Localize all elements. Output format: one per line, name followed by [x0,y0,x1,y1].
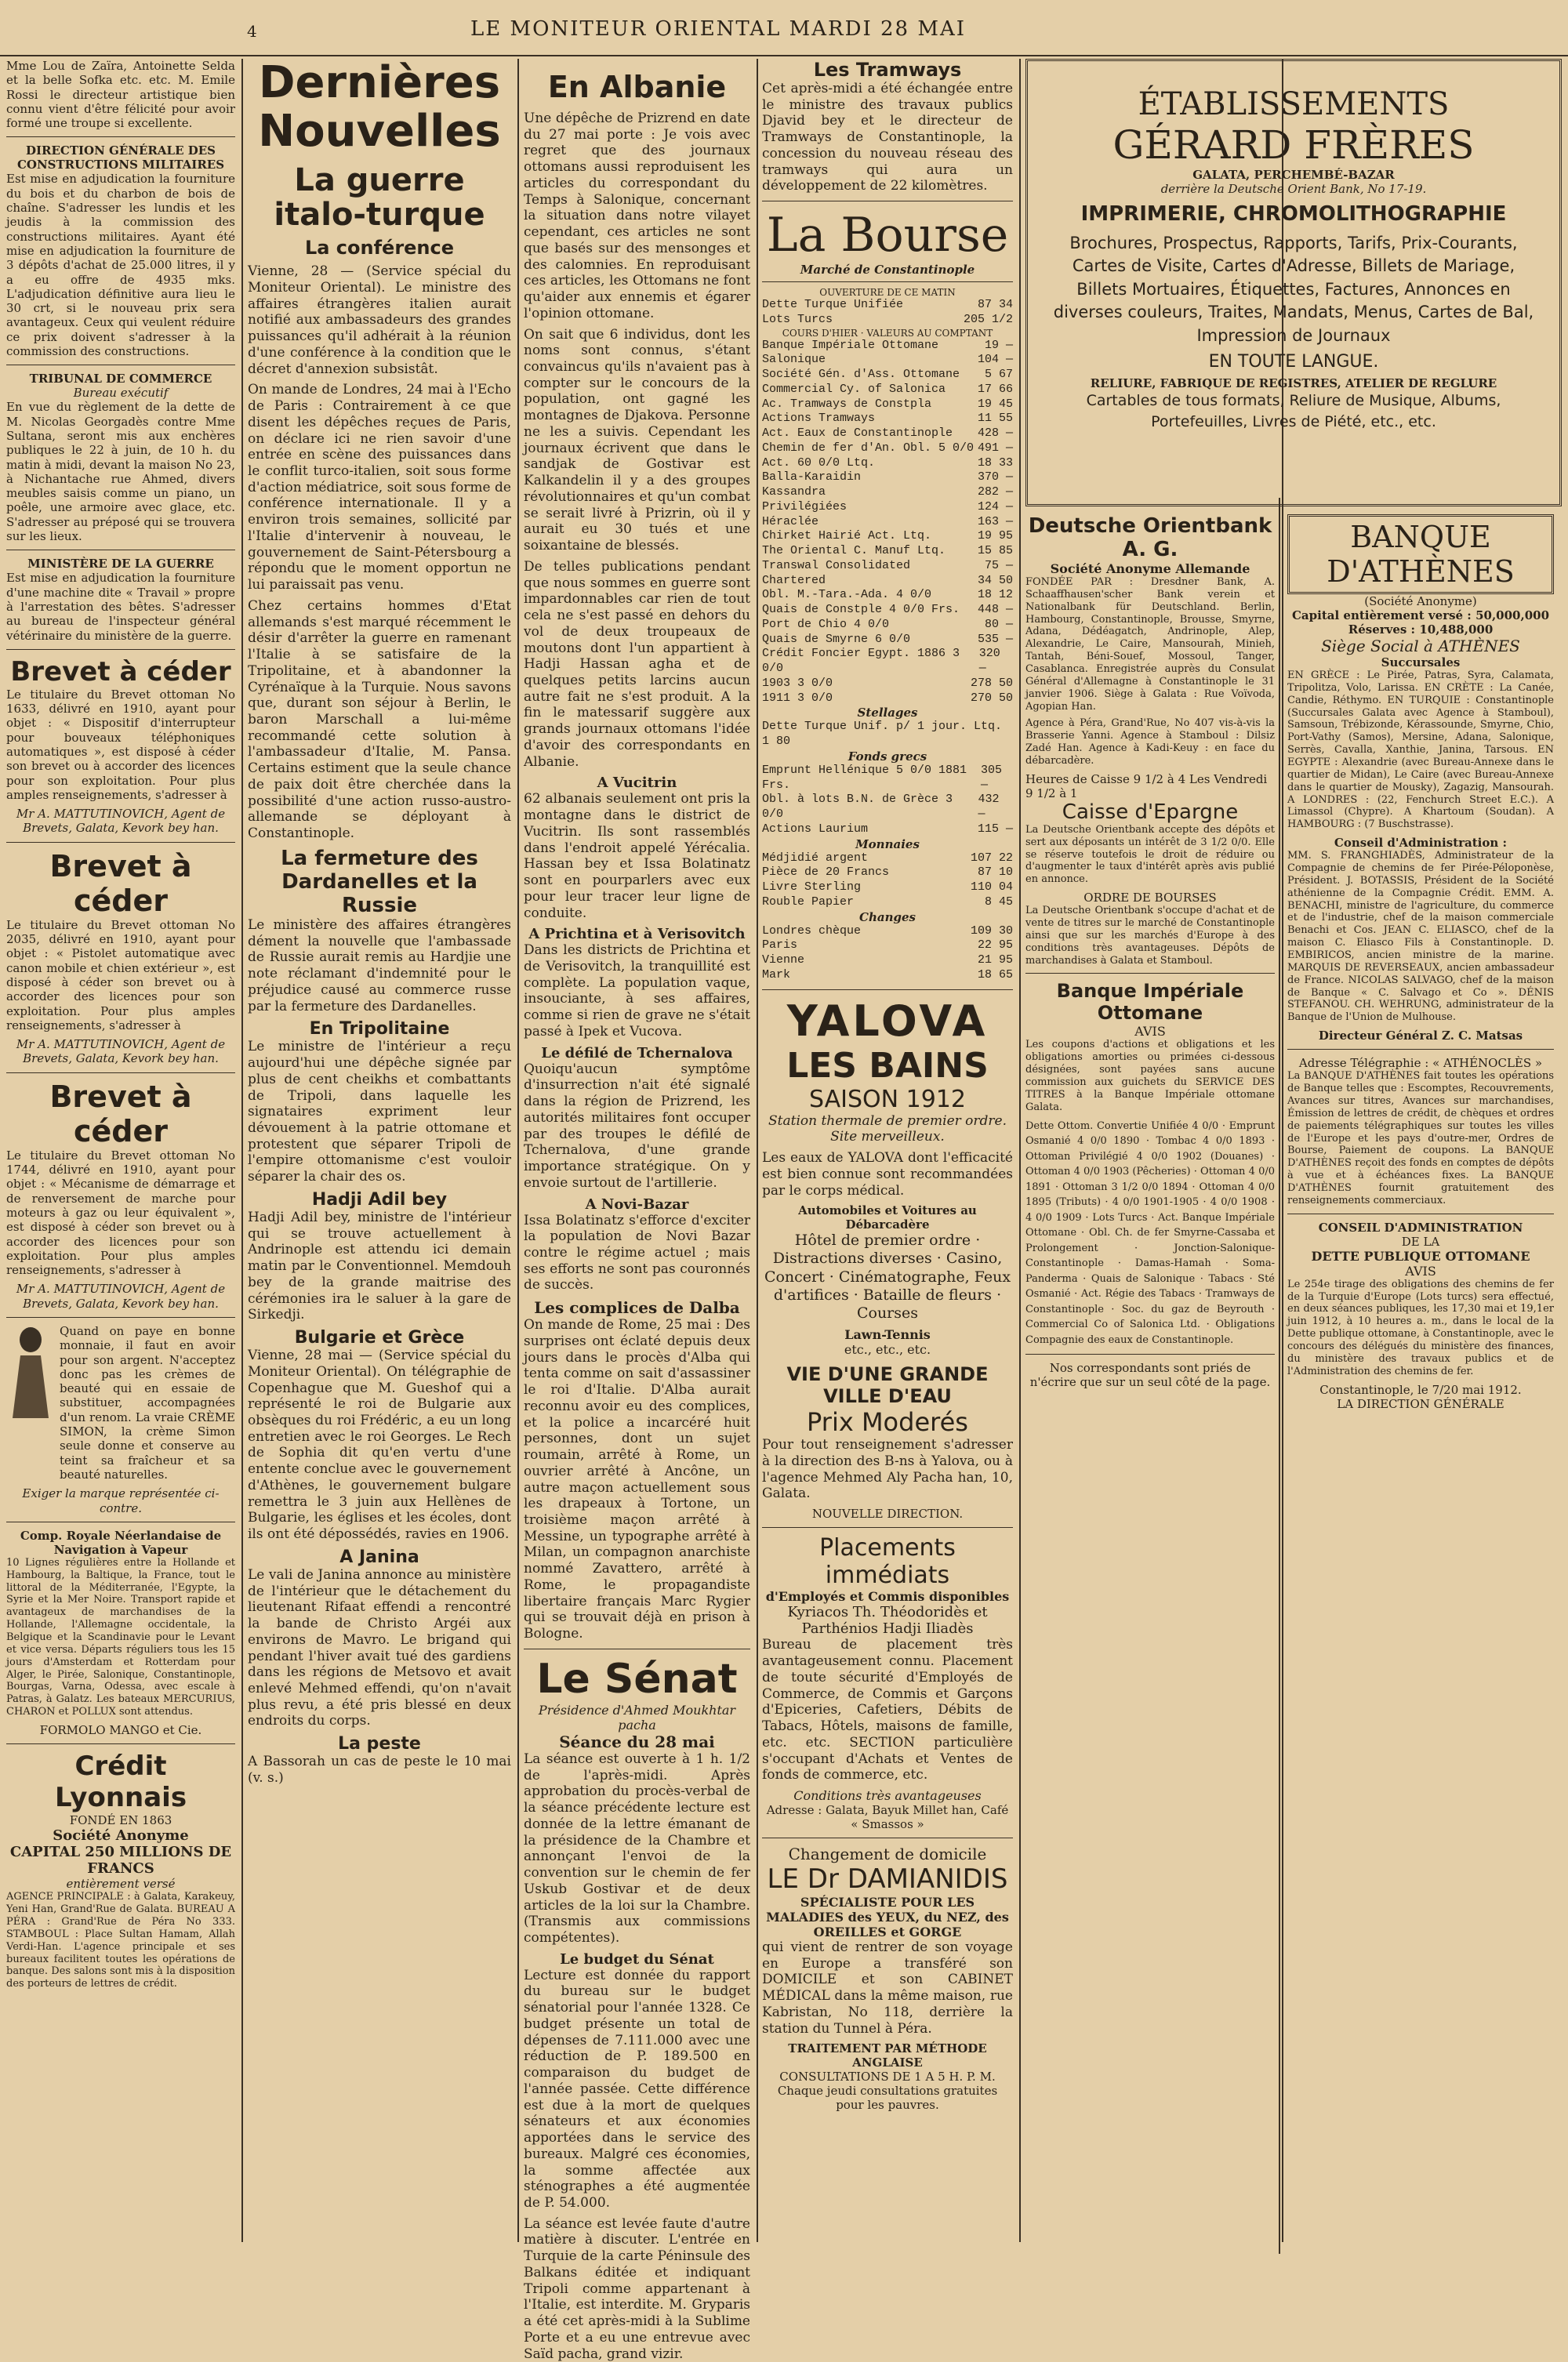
row-value: 22 95 [977,938,1013,952]
athenes-text: EN GRÈCE : Le Pirée, Patras, Syra, Calamata, Tripolitza, Volo, Larissa. EN CRÈTE : La Canée, Candie, Réthymo. EN TURQUIE : Constantinople (Succursales Galata avec Agence à Stamboul), Samsoun, Trébizonde, Kérassounde, Smyrne, Chio, Port-Vathy (Samos), Mersine, Adana, Salonique, Serrès, Cavalla, Xanthie, Janina, Tarsous. EN EGYPTE : Alexandrie (avec Bureau-Annexe dans le quartier de Midan), Le Caire (avec Bureau-Annexe dans le quartier de Mousky), Zagazig, Mansourah. A LONDRES : (22, Fenchurch Street E.C.). A Limassol (Chypre). A Khartoum (Soudan). A HAMBOURG : (7 Buschstrasse). [1287,669,1554,831]
comp-heading: Comp. Royale Néerlandaise de Navigation à Vapeur [20,1528,222,1557]
table-row [762,485,1013,500]
column-5b [1287,514,1554,1411]
conference-text-2: On mande de Londres, 24 mai à l'Echo de Paris : Contrairement à ce que disent les dépêches reçues de Paris, on déclare ici ne rien savoir d'une entrée en scène des puissances dans le conflit turco-italien, soit sous forme d'action médiatrice, soit sous forme de conférence internationale. Il y a environ trois semaines, sollicité par l'Italie d'intervenir à nouveau, le gouvernement de Saint-Pétersbourg a répondu que le moment opportun ne lui paraissait pas venu. [248,382,511,593]
table-row [762,298,1013,313]
creme-text: Quand on paye en bonne monnaie, il faut en avoir pour son argent. N'acceptez donc pas les crèmes de beauté qui en essaie de substituer, accompagnées d'un renom. La vraie CRÈME SIMON, la crème Simon seule donne et conserve au teint sa fraîcheur et sa beauté naturelles. [60,1324,235,1482]
gerard-heading: GÉRARD FRÈRES [1112,122,1475,168]
row-value: 19 95 [977,529,1013,543]
row-label: Médjidié argent [762,851,869,865]
table-row [762,895,1013,910]
row-label: Port de Chio 4 0/0 [762,617,890,631]
row-label: Quais de Constple 4 0/0 Frs. [762,603,960,617]
row-label: Act. 60 0/0 Ltq. [762,455,876,470]
tripolitaine-heading: En Tripolitaine [309,1019,450,1039]
row-label: Act. Eaux de Constantinople [762,426,953,441]
damianidis-heading: LE Dr DAMIANIDIS [767,1863,1008,1896]
guerre-heading: MINISTÈRE DE LA GUERRE [27,557,214,571]
row-label: Lots Turcs [762,312,833,326]
damianidis-consultations: CONSULTATIONS DE 1 A 5 H. P. M. [779,2070,996,2084]
comp-sign: FORMOLO MANGO et Cie. [39,1723,202,1738]
row-label: Chemin de fer d'An. Obl. 5 0/0 [762,441,975,455]
athenes-directeur: Directeur Général Z. C. Matsas [1318,1029,1523,1043]
yalova-tennis: Lawn-Tennis [844,1327,931,1343]
masthead-title: LE MONITEUR ORIENTAL MARDI 28 MAI [470,17,967,41]
albanie-text-2: On sait que 6 individus, dont les noms sont connus, s'étant convaincus qu'ils n'avaient pas à compter sur le concours de la population, ont gagné les montagnes de Djakova. Personne ne les a suivis. Cependant les journaux écrivent que dans le sandjak de Gostivar est Kalkandelin il y a des groupes révolutionnaires et qu'un combat se serait livré à Prizrin, où il y aurait eu 30 tués et une soixantaine de blessés. [524,326,750,554]
placements-heading: Placements immédiats [819,1534,956,1590]
row-value: 535 — [977,632,1013,646]
bourse-open-table [762,298,1013,328]
guerre-text: Est mise en adjudication la fourniture d'une machine dite « Travail » propre à l'arrestation des bêtes. S'adresser au bureau de l'inspecteur général vétérinaire du ministère de la guerre. [6,571,235,643]
vucitrn-heading: A Vucitrin [597,775,677,792]
row-value: 87 10 [977,865,1013,880]
yalova-text: Les eaux de YALOVA dont l'efficacité est bien connue sont recommandées par le corps médical. [762,1150,1013,1199]
deutsche-text-2: Agence à Péra, Grand'Rue, No 407 vis-à-vis la Brasserie Yanni. Agence à Stamboul : Dilsiz Zadé Han. Agence à Kadi-Keuy : en face du débarcadère. [1025,717,1275,767]
deutsche-heading: Deutsche Orientbank A. G. [1028,514,1272,561]
tribunal-heading: TRIBUNAL DE COMMERCE [29,372,212,386]
prix-heading: Prix Moderés [807,1407,968,1438]
table-row [762,470,1013,485]
novi-bazar-heading: A Novi-Bazar [585,1196,689,1213]
row-label: Quais de Smyrne 6 0/0 [762,632,911,646]
bourse-table [762,339,1013,706]
direction-heading: DIRECTION GÉNÉRALE DES CONSTRUCTIONS MILITAIRES [16,143,225,172]
gerard-list-2: Cartables de tous formats, Reliure de Musique, Albums, Portefeuilles, Livres de Piété, etc., etc. [1086,391,1501,430]
row-value: 205 1/2 [963,312,1013,326]
credit-heading: Crédit Lyonnais [54,1751,187,1814]
imperiale-coupons: Dette Ottom. Convertie Unifiée 4 0/0 · Emprunt Osmanié 4 0/0 1890 · Tombac 4 0/0 1893 · Ottoman Privilégié 4 0/0 1902 (Douanes) · Ottoman 4 0/0 1903 (Pêcheries) · Ottoman 4 0/0 1891 · Ottoman 3 1/2 0/0 1894 · Ottoman 4 0/0 1895 (Tributs) · 4 0/0 1901-1905 · 4 0/0 1908 · 4 0/0 1909 · Lots Turcs · Act. Banque Impériale Ottomane · Obl. Ch. de fer Smyrne-Cassaba et Prolongement · Jonction-Salonique-Constantinople · Damas-Hamah · Soma-Panderma · Quais de Salonique · Tabacs · Sté Osmanié · Act. Régie des Tabacs · Tramways de Constantinople · Soc. du gaz de Beyrouth · Commercial Co of Salonica Ltd. · Obligations Compagnie des eaux de Constantinople. [1025,1119,1275,1346]
tchernalova-text: Quoiqu'aucun symptôme d'insurrection n'ait été signalé dans la région de Prizrend, les autorités militaires font occuper par des troupes le défilé de Tchernalova, d'une grande importance stratégique. On y envoie surtout de l'artillerie. [524,1061,750,1191]
dette-sign: LA DIRECTION GÉNÉRALE [1337,1396,1504,1411]
table-row [762,383,1013,397]
column-rule [757,59,758,2242]
row-value: 80 — [984,617,1013,631]
athenes-capital: Capital entièrement versé : 50,000,000 Réserves : 10,488,000 [1291,608,1550,637]
table-row [762,924,1013,939]
row-value: 448 — [977,603,1013,617]
placements-address: Adresse : Galata, Bayuk Millet han, Café « Smassos » [766,1803,1009,1832]
intro-text: Mme Lou de Zaïra, Antoinette Selda et la belle Sofka etc. etc. M. Emile Rossi le directeur artistique bien connu vient d'être félicité pour avoir formé une troupe si excellente. [6,59,235,131]
senat-text-2: Lecture est donnée du rapport du bureau sur le budget sénatorial pour l'année 1328. Ce budget présente un total de dépenses de 7.111.000 avec une réduction de P. 189.500 en comparaison du budget de l'année passée. Cette différence est due à la mort de quelques sénateurs et aux économies apportées dans le service des bureaux. Malgré ces économies, la somme affectée aux sténographes a été augmentée de P. 54.000. [524,1967,750,2211]
row-value: 163 — [977,514,1013,528]
athenes-sa: (Société Anonyme) [1364,594,1477,608]
dette-heading-2: DE LA [1401,1234,1440,1249]
table-row [762,588,1013,603]
table-row [762,353,1013,368]
janina-heading: A Janina [339,1547,419,1567]
yalova-saison: SAISON 1912 [809,1085,966,1113]
row-value: 18 65 [977,967,1013,981]
row-label: The Oriental C. Manuf Ltq. [762,544,946,558]
brevet-text-3: Le titulaire du Brevet ottoman No 1744, délivré en 1910, ayant pour objet : « Mécanisme de démarrage et de renversement de marche pour moteurs à gaz ou leur équivalent », est disposé à céder son brevet ou à accorder des licences pour son exploitation. Pour plus amples renseignements, s'adresser à [6,1148,235,1278]
fonds-table [762,764,1013,837]
direction-text: Est mise en adjudication la fourniture du bois et du charbon de bois de chaîne. S'adresser les lundis et les jeudis à la commission des constructions militaires. Ayant été mise en adjudication la fourniture de 3 dépôts d'achat de 25.000 litres, il y a eu offre de 4935 mks. L'adjudication définitive aura lieu le 30 crt, si le nouveau prix sera avantageux. Ceux qui veulent réduire ce prix doivent s'adresser à la commission des constructions. [6,172,235,359]
stellages-row: Dette Turque Unif. p/ 1 jour. Ltq. 1 80 [762,720,1003,749]
bourse-open: OUVERTURE DE CE MATIN [819,287,956,299]
row-value: 104 — [977,353,1013,367]
row-value: 270 50 [970,691,1013,705]
table-row [762,851,1013,866]
row-label: Balla-Karaidin [762,470,862,484]
table-row [762,677,1013,691]
table-row [762,500,1013,515]
imperiale-text: Les coupons d'actions et obligations et les obligations amorties ou primées ci-dessous désignées, sont payées sans aucune commission aux guichets du SERVICE DES TITRES à la Banque Impériale ottomane Galata. [1025,1039,1275,1113]
tramways-text: Cet après-midi a été échangée entre le ministre des travaux publics Djavid bey et le directeur de Tramways de Constantinople, la concession du nouveau réseau des tramways qui aura un développement de 22 kilomètres. [762,81,1013,194]
row-value: 432 — [978,793,1000,822]
tribunal-text: En vue du règlement de la dette de M. Nicolas Georgadès contre Mme Sultana, seront mis aux enchères publiques le 22 à juin, de 10 h. du matin à midi, devant la maison No 23, à Nichantache rue Ahmed, divers meubles saisis comme un piano, un poêle, une armoire avec glace, etc. S'adresser au préposé qui se trouvera sur les lieux. [6,400,235,544]
row-label: Pièce de 20 Francs [762,865,890,880]
athenes-telegraphie: Adresse Télégraphie : « ATHÉNOCLÈS » [1298,1056,1543,1071]
column-1 [6,59,235,2242]
row-value: 278 50 [970,676,1013,690]
yalova-auto: Automobiles et Voitures au Débarcadère [798,1203,977,1232]
row-value: 491 — [977,441,1013,455]
caisse-heading: Caisse d'Epargne [1062,800,1239,824]
credit-verse: entièrement versé [66,1877,176,1892]
gerard-address: GALATA, PERCHEMBÉ-BAZAR [1192,168,1395,182]
peste-text: A Bassorah un cas de peste le 10 mai (v. s.) [248,1754,511,1786]
yalova-station: Station thermale de premier ordre. Site merveilleux. [768,1112,1007,1145]
conference-text-1: Vienne, 28 — (Service spécial du Moniteur Oriental). Le ministre des affaires étrangères italien aurait notifié aux ambassadeurs des grandes puissances qu'il adhérait à la réunion d'une conférence à la condition que le décret d'annexion subsistât. [248,263,511,377]
row-label: Société Gén. d'Ass. Ottomane [762,368,960,382]
imperiale-heading: Banque Impériale Ottomane [1056,980,1244,1025]
row-value: 5 67 [984,368,1013,382]
row-value: 282 — [977,485,1013,499]
row-label: Emprunt Hellénique 5 0/0 1881 Frs. [762,763,967,792]
row-value: 11 55 [977,412,1013,426]
column-4 [762,59,1013,2242]
bulgarie-heading: Bulgarie et Grèce [294,1328,465,1348]
table-row [762,368,1013,383]
damianidis-text: qui vient de rentrer de son voyage en Europe a transféré son DOMICILE et son CABINET MÉDICAL dans la même maison, rue Kabristan, No 118, derrière la station du Tunnel à Péra. [762,1939,1013,2037]
damianidis-traitement: TRAITEMENT PAR MÉTHODE ANGLAISE [788,2041,987,2070]
dette-date: Constantinople, le 7/20 mai 1912. [1319,1382,1522,1397]
table-row [762,793,1013,822]
brevet-sign-1: Mr A. MATTUTINOVICH, Agent de Brevets, Galata, Kevork bey han. [16,807,226,836]
table-row [762,397,1013,412]
row-value: 17 66 [977,382,1013,396]
athenes-siege: Siège Social à ATHÈNES [1321,637,1520,655]
row-value: 8 45 [984,894,1013,909]
row-value: 370 — [977,470,1013,484]
row-label: Livre Sterling [762,880,862,894]
row-label: Obl. M.-Tara.-Ada. 4 0/0 [762,588,932,602]
deutsche-heures: Heures de Caisse 9 1/2 à 4 Les Vendredi 9 1/2 à 1 [1025,771,1268,800]
table-row [762,529,1013,544]
budget-heading: Le budget du Sénat [560,1950,714,1968]
row-label: Actions Tramways [762,412,876,426]
monnaies-heading: Monnaies [855,836,920,851]
tramways-heading: Les Tramways [813,59,962,81]
yalova-bains: LES BAINS [786,1045,989,1086]
row-value: 87 34 [977,298,1013,312]
placements-names: Kyriacos Th. Théodoridès et Parthénios Hadji Iliadès [787,1604,988,1638]
table-row [762,412,1013,426]
row-label: Actions Laurium [762,822,869,836]
row-label: Commercial Cy. of Salonica [762,382,946,396]
brevet-sign-3: Mr A. MATTUTINOVICH, Agent de Brevets, Galata, Kevork bey han. [16,1282,226,1311]
peste-heading: La peste [338,1734,421,1754]
seance-heading: Séance du 28 mai [559,1732,715,1751]
fonds-heading: Fonds grecs [848,749,927,764]
yalova-direction: NOUVELLE DIRECTION. [811,1507,964,1522]
column-rule [1019,59,1021,2242]
dalba-heading: Les complices de Dalba [534,1298,740,1318]
brevet-text-2: Le titulaire du Brevet ottoman No 2035, délivré en 1910, ayant pour objet : « Pistolet automatique avec canon mobile et chien extérieur », est disposé à céder son brevet ou à accorder des licences pour son exploitation. Pour plus amples renseignements, s'adresser à [6,917,235,1032]
correspondants-note: Nos correspondants sont priés de n'écrire que sur un seul côté de la page. [1029,1361,1271,1390]
prichtina-text: Dans les districts de Prichtina et de Verisovitch, la tranquillité est complète. La population vaque, insouciante, à ses affaires, comme si rien de grave ne s'était passé à Ipek et Vucova. [524,942,750,1039]
masthead-rule [0,55,1568,56]
table-row [762,865,1013,880]
ordre-text: La Deutsche Orientbank s'occupe d'achat et de vente de titres sur le marché de Constantinople ainsi que sur les marchés d'Europe à des conditions très avantageuses. Dépôts de marchandises à Galata et Stamboul. [1025,905,1275,967]
row-value: 18 12 [977,588,1013,602]
masthead [0,0,1568,55]
dardanelles-text: Le ministère des affaires étrangères dément la nouvelle que l'ambassade de Russie aurait remis au Hardjie une note réclamant d'indemnité pour le préjudice causé au commerce russe par la fermeture des Dardanelles. [248,916,511,1014]
gerard-imprimerie: IMPRIMERIE, CHROMOLITHOGRAPHIE [1080,202,1507,226]
athenes-conseil: Conseil d'Administration : [1334,836,1508,851]
changes-table [762,924,1013,983]
row-label: Chartered [762,573,826,587]
caisse-text: La Deutsche Orientbank accepte des dépôts et sert aux déposants un intérêt de 3 1/2 0/0. Elle se réserve toutefois le droit de réduire ou d'augmenter le taux d'intérêt après avis publié en annonce. [1025,823,1275,886]
deutsche-subheading: Société Anonyme Allemande [1050,561,1250,576]
albanie-heading: En Albanie [547,70,727,104]
athenes-heading: BANQUE D'ATHÈNES [1327,520,1515,589]
table-row [762,764,1013,793]
dette-text: Le 254e tirage des obligations des chemins de fer de la Turquie d'Europe (Lots turcs) sera effectué, en deux séances publiques, les 17,30 mai et 19,1er juin 1912, à 10 heures a. m., dans le local de la Dette publique ottomane, à Constantinople, avec le concours des délégués du ministère des finances, du ministère des travaux publics et de l'Administration des chemins de fer. [1287,1278,1554,1377]
row-value: 305 — [980,763,1002,792]
prichtina-heading: A Prichtina et à Verisovitch [528,926,746,943]
changement-domicile: Changement de domicile [788,1845,987,1864]
yalova-info: Pour tout renseignement s'adresser à la direction des B-ns à Yalova, ou à l'agence Mehmed Aly Pacha han, 10, Galata. [762,1437,1013,1502]
page-number: 4 [247,22,257,41]
row-value: 124 — [977,499,1013,513]
albanie-text-3: De telles publications pendant que nous sommes en guerre sont impardonnables car rien de tout cela ne s'est passé en dehors du vol de deux troupeaux de moutons dont l'un appartient à Hadji Hassan agha et de quelques petits larcins aucun autre fait ne s'est produit. A la fin le matessarif suggère aux grands journaux ottomans l'idée d'avoir des correspondants en Albanie. [524,558,750,770]
damianidis-subheading: SPÉCIALISTE POUR LES MALADIES des YEUX, du NEZ, des OREILLES et GORGE [766,1895,1009,1940]
table-row [762,313,1013,328]
brevet-heading-1: Brevet à céder [10,655,231,688]
credit-sa: Société Anonyme [53,1827,189,1845]
table-row [762,339,1013,354]
table-row [762,603,1013,618]
yalova-etc: etc., etc., etc. [844,1342,931,1358]
table-row [762,691,1013,706]
column-5 [1025,59,1562,2242]
row-label: Rouble Papier [762,894,855,909]
vucitrn-text: 62 albanais seulement ont pris la montagne dans le district de Vucitrin. Ils sont rassemblés dans l'endroit appelé Yérécalia. Hassan bey et Issa Bolatinatz sont en pourparlers avec eux pour leur tracer leur ligne de conduite. [524,791,750,921]
bourse-hier: COURS D'HIER · VALEURS AU COMPTANT [782,327,993,339]
senat-heading: Le Sénat [536,1655,738,1703]
row-label: Banque Impériale Ottomane [762,338,939,352]
albanie-text-1: Une dépêche de Prizrend en date du 27 mai porte : Je vois avec regret que des journaux ottomans aussi reproduisent les articles du correspondant du Temps à Salonique, concernant la situation dans notre vilayet cependant, ces articles ne sont que basés sur des mensonges et des calomnies. En reproduisant ces articles, les Ottomans ne font qu'aider aux ennemis et égarer l'opinion ottomane. [524,111,750,321]
brevet-heading-2: Brevet à céder [49,848,192,918]
table-row [762,559,1013,574]
conference-text-3: Chez certains hommes d'Etat allemands s'est marqué récemment le désir d'arrêter la guerre en ramenant l'Italie à se satisfaire de la Tripolitaine, et à abandonner la Cyrénaïque à la Turquie. Nous savons que, durant son séjour à Berlin, le baron Marschall a lui-même recommandé cette solution à l'ambassadeur d'Italie, M. Pansa. Certains estiment que la seule chance de paix doit être cherchée dans la possibilité d'une action russo-austro-allemande se déployant à Constantinople. [248,597,511,842]
column-3 [524,59,750,2362]
row-label: Paris [762,938,798,952]
gerard-freres-ad [1025,59,1562,506]
row-label: Londres chèque [762,923,862,938]
row-label: Ac. Tramways de Constpla [762,397,932,411]
dette-avis: AVIS [1405,1263,1436,1279]
row-label: Salonique [762,353,826,367]
deutsche-text: FONDÉE PAR : Dresdner Bank, A. Schaaffhausen'scher Bank verein et Nationalbank für Deutschland. Berlin, Hambourg, Constantinople, Brousse, Smyrne, Adana, Dédéagatch, Andrinople, Alep, Alexandrie, Le Caire, Mansourah, Minieh, Tantah, Béni-Souef, Mossoul, Tanger, Casablanca. Enregistrée auprès du Consulat Général d'Allemagne à Constantinople le 31 janvier 1906. Siège à Galata : Rue Voïvoda, Agopian Han. [1025,576,1275,713]
dalba-text: On mande de Rome, 25 mai : Des surprises ont éclaté depuis deux jours dans le procès d'Alba qui tenta comme on sait d'assassiner le roi d'Italie. D'Alba aurait reconnu avoir eu des complices, et la police a incarcéré huit personnes, dont un sujet roumain, arrêté à Rome, un ouvrier arrêté à Ancône, un autre maçon actuellement sous les drapeaux à Tortone, un troisième maçon arrêté à Messine, un typographe arrêté à Milan, un compagnon anarchiste nommé Zavattero, arrêté à Rome, le propagandiste libertaire français Marc Rygier qui se trouvait déjà en prison à Bologne. [524,1317,750,1642]
table-row [762,456,1013,471]
column-rule [241,59,243,2242]
row-value: 115 — [977,822,1013,836]
placements-subheading: d'Employés et Commis disponibles [765,1589,1010,1605]
athenes-text-2: La BANQUE D'ATHÈNES fait toutes les opérations de Banque telles que : Escomptes, Recouvrements, Avances sur titres, Avances sur marchandises, Émission de lettres de crédit, de chèques et ordres de paiements télégraphiques sur toutes les villes de l'Europe et les pays d'outre-mer, Ordres de Bourse, Paiement de coupons. La BANQUE D'ATHÈNES reçoit des fonds en comptes de dépôts à vue et à échéances fixes. La BANQUE D'ATHÈNES fournit gratuitement des renseignements commerciaux. [1287,1070,1554,1206]
row-label: Dette Turque Unifiée [762,298,904,312]
gerard-list: Brochures, Prospectus, Rapports, Tarifs, Prix-Courants, Cartes de Visite, Cartes d'Adresse, Billets de Mariage, Billets Mortuaires, Étiquettes, Factures, Annonces en diverses couleurs, Traites, Mandats, Menus, Cartes de Bal, Impression de Journaux [1053,234,1534,345]
tchernalova-heading: Le défilé de Tchernalova [541,1044,733,1061]
table-row [762,426,1013,441]
column-2 [248,59,511,2242]
senat-text-1: La séance est ouverte à 1 h. 1/2 de l'après-midi. Après approbation du procès-verbal de la séance précédente lecture est donnée de la lettre émanant de la présidence de la Chambre et annonçant l'envoi de la convention sur le chemin de fer Uskub Gostivar et de deux articles de la loi sur la Chambre. (Transmis aux commissions compétentes). [524,1751,750,1946]
dernieres-nouvelles-heading: Dernières Nouvelles [258,57,501,157]
table-row [762,515,1013,530]
dette-heading-3: DETTE PUBLIQUE OTTOMANE [1311,1248,1530,1264]
row-value: 107 22 [970,851,1013,865]
brevet-sign-2: Mr A. MATTUTINOVICH, Agent de Brevets, Galata, Kevork bey han. [16,1037,226,1066]
dardanelles-heading: La fermeture des Dardanelles et la Russie [281,846,478,917]
senat-text-3: La séance est levée faute d'autre matière à discuter. L'entrée en Turquie de la carte Péninsule des Balkans éditée et indiquant Tripoli comme appartenant à l'Italie, est interdite. M. Gryparis a été cet après-midi à la Sublime Porte et a eu une entrevue avec Saïd pacha, grand vizir. [524,2215,750,2362]
table-row [762,618,1013,633]
conference-heading: La conférence [304,237,455,259]
comp-text: 10 Lignes régulières entre la Hollande et Hambourg, la Baltique, la France, tout le littoral de la Méditerranée, l'Egypte, la Syrie et la Mer Noire. Transport rapide et avantageux de marchandises de la Hollande, l'Allemagne occidentale, la Belgique et la Scandinavie pour le Levant et vice versa. Départs réguliers tous les 15 jours d'Amsterdam et Rotterdam pour Alger, le Pirée, Salonique, Constantinople, Bourgas, Varna, Odessa, avec escale à Patras, à Galatz. Les bateaux MERCURIUS, CHARON et POLLUX sont attendus. [6,1556,235,1718]
row-value: 15 85 [977,544,1013,558]
credit-capital: CAPITAL 250 MILLIONS DE FRANCS [9,1844,232,1878]
row-label: 1911 3 0/0 [762,691,833,705]
column-5a [1025,514,1275,1411]
creme-note: Exiger la marque représentée ci-contre. [22,1486,220,1515]
row-value: 320 — [978,647,1000,676]
stellages-heading: Stellages [857,706,918,720]
gerard-reliure: RELIURE, FABRIQUE DE REGISTRES, ATELIER DE REGLURE [1090,376,1497,390]
imperiale-avis: AVIS [1134,1024,1166,1039]
gerard-etablissements: ÉTABLISSEMENTS [1138,86,1450,122]
placements-text: Bureau de placement très avantageusement connu. Placement de toute sécurité d'Employés de Commerce, de Commis et Garçons d'Epiceries, Cafetiers, Débits de Tabacs, Hôtels, maisons de famille, etc. etc. SECTION particulière s'occupant d'Achats et Ventes de fonds de commerce, etc. [762,1637,1013,1783]
brevet-heading-3: Brevet à céder [49,1079,192,1148]
row-label: Obl. à lots B.N. de Grèce 3 0/0 [762,793,953,822]
row-label: 1903 3 0/0 [762,676,833,690]
dette-heading-1: CONSEIL D'ADMINISTRATION [1318,1220,1523,1235]
table-row [762,544,1013,559]
row-value: 110 04 [970,880,1013,894]
ordre-heading: ORDRE DE BOURSES [1083,891,1217,905]
novi-bazar-text: Issa Bolatinatz s'efforce d'exciter la population de Novi Bazar contre le régime actuel ; mais ses efforts ne sont pas couronnés de succès. [524,1212,750,1293]
table-row [762,953,1013,968]
row-label: Héraclée [762,514,819,528]
tripolitaine-text: Le ministre de l'intérieur a reçu aujourd'hui une dépêche signée par plus de cent cheikhs et combattants de Tripoli, dans laquelle les signataires expriment leur dévouement à la patrie ottomane et protestent que séparer Tripoli de l'empire ottomanisme c'est vouloir séparer la chair des os. [248,1039,511,1185]
athenes-conseil-text: MM. S. FRANGHIADÈS, Administrateur de la Compagnie de chemins de fer Pirée-Péloponèse, Président. J. BOTASSIS, Président de la Société athénienne de la Compagnie Crédit. EMM. A. BENACHI, ministre de l'agriculture, du commerce et de l'industrie, chef de la maison commerciale Benachi et Cos. JEAN C. ELIASCO, chef de la maison C. Eliasco Fils à Constantinople. D. EMBIRICOS, ancien ministre de la marine. MARQUIS DE REVERSEAUX, ancien ambassadeur de France. NICOLAS SALVAGO, chef de la maison de Banque « C. Salvago et Co ». DÉNIS STEFANOU. CH. WEHRUNG, administrateur de la Banque de l'Union de Mulhouse. [1287,850,1554,1024]
column-rule [517,59,519,2242]
brevet-text-1: Le titulaire du Brevet ottoman No 1633, délivré en 1910, ayant pour objet : « Dispositif d'interrupteur pour bouveaux téléphoniques automatiques », est disposé à céder son brevet ou à accorder des licences pour son exploitation. Pour plus amples renseignements, s'adresser à [6,687,235,802]
table-row [762,822,1013,837]
senat-subheading: Présidence d'Ahmed Moukhtar pacha [538,1702,736,1732]
row-label: Crédit Foncier Egypt. 1886 3 0/0 [762,647,960,676]
athenes-title-box [1287,514,1554,594]
table-row [762,880,1013,895]
bourse-subheading: Marché de Constantinople [800,263,975,278]
row-label: Vienne [762,953,805,967]
hadji-heading: Hadji Adil bey [311,1189,448,1210]
janina-text: Le vali de Janina annonce au ministère de l'intérieur que le détachement du lieutenant Rifaat effendi a rencontré la bande de Christo Argéi aux environs de Mavro. Le brigand qui pendant l'hiver avait tué des gardiens dans les régions de Metsovo et avait enlevé Mehmed effendi, qu'on n'avait plus revu, a été pris blessé en deux endroits du corps. [248,1566,511,1729]
table-row [762,574,1013,589]
table-row [762,647,1013,677]
changes-heading: Changes [859,909,916,924]
row-value: 428 — [977,426,1013,441]
gerard-address-2: derrière la Deutsche Orient Bank, No 17-19. [1160,182,1427,196]
row-label: Kassandra [762,485,826,499]
table-row [762,968,1013,983]
credit-fonde: FONDÉ EN 1863 [69,1813,172,1828]
row-value: 34 50 [977,573,1013,587]
yalova-list: Hôtel de premier ordre · Distractions diverses · Casino, Concert · Cinématographe, Feux d'artifices · Bataille de fleurs · Courses [764,1232,1011,1322]
row-value: 109 30 [970,923,1013,938]
table-row [762,938,1013,953]
credit-text: AGENCE PRINCIPALE : à Galata, Karakeuy, Yeni Han, Grand'Rue de Galata. BUREAU A PÉRA : Grand'Rue de Péra No 333. STAMBOUL : Place Sultan Hamam, Allah Verdi-Han. L'agence principale et ses bureaux facilitent toutes les opérations de banque. Des salons sont mis à la disposition des porteurs de lettres de crédit. [6,1891,235,1990]
monnaies-table [762,851,1013,910]
column-rule [1279,498,1280,2254]
bulgarie-text: Vienne, 28 mai — (Service spécial du Moniteur Oriental). On télégraphie de Copenhague que M. Gueshof qui a représenté le roi de Bulgarie aux obsèques du roi Frédéric, a eu un long entretien avec le roi Georges. Le Rech de Sophia dit qu'en vertu d'une entente conclue avec le gouvernement d'Athènes, le gouvernement bulgare remettra le 3 juin aux Hellènes de Bulgarie, les églises et les écoles, dont ils ont été dépossédés, ravies en 1906. [248,1348,511,1543]
table-row [762,441,1013,456]
row-value: 19 45 [977,397,1013,411]
row-value: 21 95 [977,953,1013,967]
row-label: Transwal Consolidated [762,558,911,572]
tribunal-subheading: Bureau exécutif [73,386,169,401]
row-value: 19 — [984,338,1013,352]
yalova-heading: YALOVA [786,996,989,1046]
row-value: 18 33 [977,455,1013,470]
guerre-heading: La guerre italo-turque [274,162,485,234]
table-row [762,633,1013,648]
gerard-langue: EN TOUTE LANGUE. [1208,351,1379,372]
row-label: Mark [762,967,791,981]
row-label: Privilégiées [762,499,848,513]
bourse-heading: La Bourse [766,208,1009,263]
vie-heading: VIE D'UNE GRANDE VILLE D'EAU [786,1363,989,1408]
athenes-succursales: Succursales [1381,655,1461,669]
row-label: Chirket Hairié Act. Ltq. [762,529,932,543]
placements-conditions: Conditions très avantageuses [793,1788,982,1804]
damianidis-gratuit: Chaque jeudi consultations gratuites pour les pauvres. [777,2084,998,2113]
row-value: 75 — [984,558,1013,572]
creme-simon-figure-icon [6,1324,55,1418]
hadji-text: Hadji Adil bey, ministre de l'intérieur qui se trouve actuellement à Andrinople est attendu ici demain matin par le Conventionnel. Memdouh bey de la grande maitrise des cérémonies ira le saluer à la gare de Sirkedji. [248,1209,511,1323]
